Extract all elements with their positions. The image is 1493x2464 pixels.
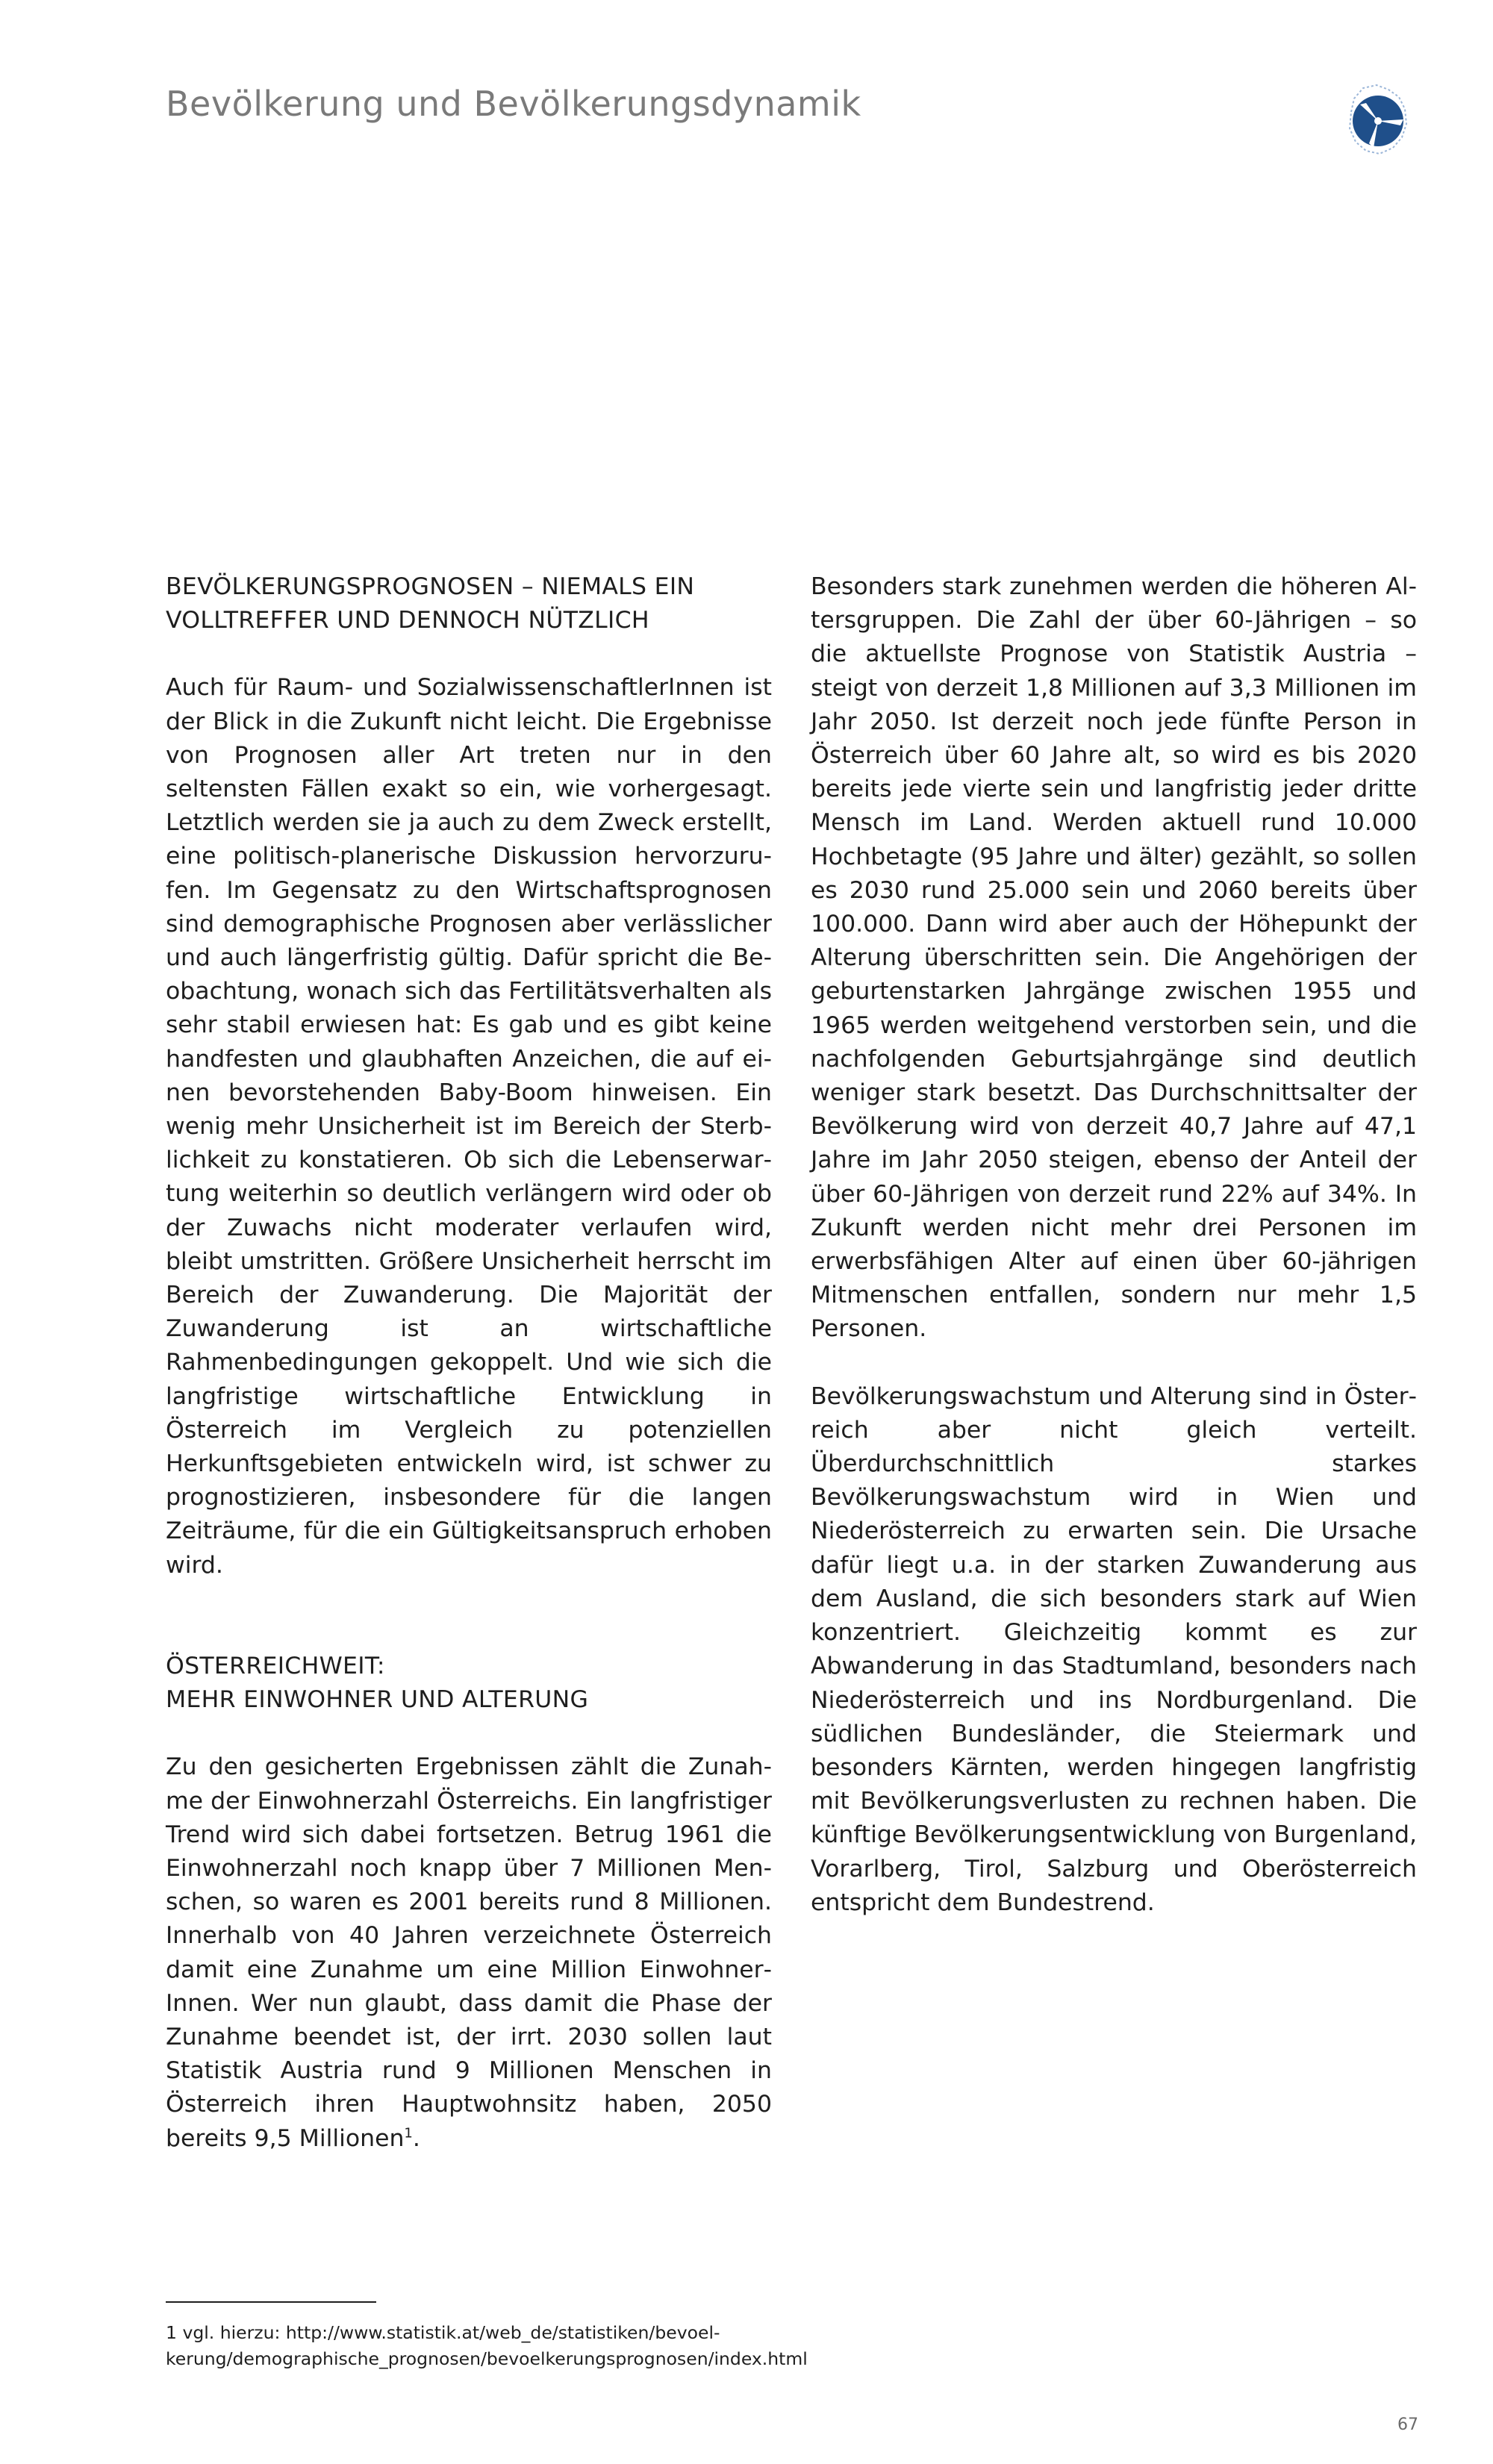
- footnote-reference[interactable]: 1: [404, 2125, 413, 2142]
- footnote-number: 1: [166, 2322, 177, 2343]
- paragraph-verteilung: Bevölkerungswachstum und Alterung sind in Österreich aber nicht gleich verteilt. Überdurchschnittlich starkes Bevölkerungswachstum wird in Wien und Niederösterreich zu erwarten sein. Die Ursache dafür liegt u.a. in der starken Zuwanderung aus dem Ausland, die sich besonders stark auf Wien konzentriert. Gleichzeitig kommt es zur Abwanderung in das Stadtumland, besonders nach Niederösterreich und ins Nordburgenland. Die südlichen Bundesländer, die Steiermark und besonders Kärnten, werden hingegen langfristig mit Bevölkerungsverlusten zu rechnen haben. Die künftige Bevölkerungsentwicklung von Burgenland, Vorarlberg, Tirol, Salzburg und Oberösterreich entspricht dem Bundestrend.: [811, 1382, 1417, 1916]
- section-heading-prognosen: [166, 570, 772, 637]
- heading-line: MEHR EINWOHNER UND ALTERUNG: [166, 1686, 589, 1714]
- paragraph-prognosen: Auch für Raum- und SozialwissenschaftlerInnen ist der Blick in die Zukunft nicht leicht. Die Ergebnisse von Prognosen aller Art treten nur in den seltensten Fällen exakt so ein, wie vorhergesagt. Letztlich werden sie ja auch zu dem Zweck erstellt, eine politisch-planerische Diskussion hervorzurufen. Im Gegensatz zu den Wirtschaftsprognosen sind demographische Prognosen aber verlässlicher und auch längerfristig gültig. Dafür spricht die Beobachtung, wonach sich das Fertilitätsverhalten als sehr stabil erwiesen hat: Es gab und es gibt keine handfesten und glaubhaften Anzeichen, die auf einen bevorstehenden Baby-Boom hinweisen. Ein wenig mehr Unsicherheit ist im Bereich der Sterblichkeit zu konstatieren. Ob sich die Lebenserwartung weiterhin so deutlich verlängern wird oder ob der Zuwachs nicht moderater verlaufen wird, bleibt umstritten. Größere Unsicherheit herrscht im Bereich der Zuwanderung. Die Majorität der Zuwanderung ist an wirtschaftliche Rahmenbedingungen gekoppelt. Und wie sich die langfristige wirtschaftliche Entwicklung in Österreich im Vergleich zu potenziellen Herkunftsgebieten entwickeln wird, ist schwer zu prognostizieren, insbesondere für die langen Zeiträume, für die ein Gültigkeitsanspruch erhoben wird.: [166, 674, 772, 1579]
- paragraph-einwohner-text: Zu den gesicherten Ergebnissen zählt die Zunahme der Einwohnerzahl Österreichs. Ein langfristiger Trend wird sich dabei fortsetzen. Betrug 1961 die Einwohnerzahl noch knapp über 7 Millionen Menschen, so waren es 2001 bereits rund 8 Millionen. Innerhalb von 40 Jahren verzeichnete Österreich damit eine Zunahme um eine Million EinwohnerInnen. Wer nun glaubt, dass damit die Phase der Zunahme beendet ist, der irrt. 2030 sollen laut Statistik Austria rund 9 Millionen Menschen in Österreich ihren Hauptwohnsitz haben, 2050 bereits 9,5 Millionen: [166, 1753, 772, 2152]
- right-column: [811, 570, 1417, 1920]
- footnote: [166, 2320, 808, 2372]
- globe-propeller-icon: [1344, 82, 1411, 157]
- paragraph-alterung: Besonders stark zunehmen werden die höheren Altersgruppen. Die Zahl der über 60-Jährigen – so die aktuellste Prognose von Statistik Austria – steigt von derzeit 1,8 Millionen auf 3,3 Millionen im Jahr 2050. Ist derzeit noch jede fünfte Person in Österreich über 60 Jahre alt, so wird es bis 2020 bereits jede vierte sein und langfristig jeder dritte Mensch im Land. Werden aktuell rund 10.000 Hochbetagte (95 Jahre und älter) gezählt, so sollen es 2030 rund 25.000 sein und 2060 bereits über 100.000. Dann wird aber auch der Höhepunkt der Alterung überschritten sein. Die Angehörigen der geburtenstarken Jahrgänge zwischen 1955 und 1965 werden weitgehend verstorben sein, und die nachfolgenden Geburtsjahrgänge sind deutlich weniger stark besetzt. Das Durchschnittsalter der Bevölkerung wird von derzeit 40,7 Jahre auf 47,1 Jahre im Jahr 2050 steigen, ebenso der Anteil der über 60-Jährigen von derzeit rund 22% auf 34%. In Zukunft werden nicht mehr drei Personen im erwerbsfähigen Alter auf einen über 60-jährigen Mitmenschen entfallen, sondern nur mehr 1,5 Personen.: [811, 573, 1417, 1343]
- paragraph-einwohner: Zu den gesicherten Ergebnissen zählt die Zunahme der Einwohnerzahl Österreichs. Ein langfristiger Trend wird sich dabei fortsetzen. Betrug 1961 die Einwohnerzahl noch knapp über 7 Millionen Menschen, so waren es 2001 bereits rund 8 Millionen. Innerhalb von 40 Jahren verzeichnete Österreich damit eine Zunahme um eine Million EinwohnerInnen. Wer nun glaubt, dass damit die Phase der Zunahme beendet ist, der irrt. 2030 sollen laut Statistik Austria rund 9 Millionen Menschen in Österreich ihren Hauptwohnsitz haben, 2050 bereits 9,5 Millionen$^1$.: [166, 1753, 772, 2152]
- heading-line: BEVÖLKERUNGSPROGNOSEN – NIEMALS EIN: [166, 573, 695, 600]
- footnote-divider: [166, 2301, 376, 2303]
- heading-line: VOLLTREFFER UND DENNOCH NÜTZLICH: [166, 607, 649, 634]
- heading-line: ÖSTERREICHWEIT:: [166, 1652, 385, 1679]
- section-heading-oesterreichweit: [166, 1650, 772, 1717]
- footnote-text: vgl. hierzu: http://www.statistik.at/web_de/statistiken/bevoelkerung/demographische_prognosen/bevoelkerungsprognosen/index.html: [166, 2322, 808, 2369]
- page-header-title: Bevölkerung und Bevölkerungsdynamik: [166, 84, 861, 124]
- left-column: [166, 570, 772, 2156]
- page-number: 67: [1397, 2415, 1418, 2434]
